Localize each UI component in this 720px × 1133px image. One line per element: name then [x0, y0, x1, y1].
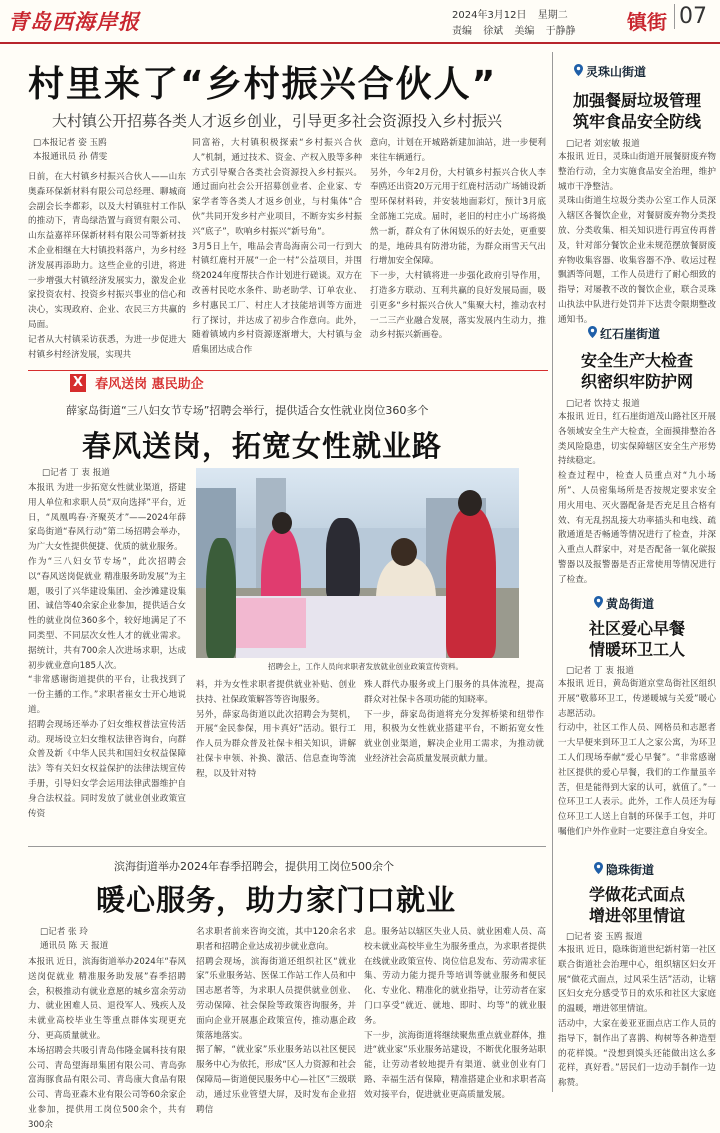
sidebar-body-2: 本报讯 近日，红石崖街道茂山路社区开展各领域安全生产大检查，全面摸排整治各类风险隐患，切实保障辖区安全生产形势持续稳定。 检查过程中，检查人员重点对“九小场所”、人员密集场所是否按规定要求安全用火用电、灭火器配备是否充足且合格有效、有无乱拐乱接大功率插头和电线、疏散通道是否畅通等情况进行了检查，并深入重点人群家中，对是否配备一氧化碳报警器以及报警器是否正常使用等情况进行了检查。 [558, 412, 716, 585]
lead-byline [33, 136, 183, 166]
lead-column-2: 同富裕，大村镇积极探索“乡村振兴合伙人”机制，通过技术、资金、产权入股等多种方式引导聚合各类社会资源投入乡村振兴。通过面向社会公开招募创业者、企业家、专家学者等各类人才返乡创业，与村集体“合伙”共同开发乡村产业项目，不断夯实乡村振兴“底子”，吹响乡村振兴“新号角”。 3月5日上午，唯品会青岛海南公司一行到大村镇红鹿村开展“一企一村”公益项目，并围绕2024年度帮扶合作计划进行磋谈。双方在改善村民吃水条件、助老助学、订单农业、乡村惠民工厂、村庄人才技能培训等方面进行了探讨，并达成了初步合作意向。此外，随着镇域内乡村资源逐渐增大，大村镇与金盾集团达成合作 [192, 138, 362, 356]
sidebar-location-4: 隐珠街道 [606, 863, 655, 877]
sidebar-headline-4a: 学做花式面点 [588, 885, 685, 904]
section-banner [70, 372, 204, 394]
sidebar-location-1: 灵珠山街道 [586, 65, 647, 79]
sidebar-byline-2: □记者 饮持丈 报道 [566, 399, 640, 409]
sidebar-headline-1b: 筑牢食品安全防线 [572, 112, 701, 131]
lead-subhead: 大村镇公开招募各类人才返乡创业，引导更多社会资源投入乡村振兴 [52, 112, 503, 130]
sidebar-headline-4b: 增进邻里情谊 [588, 906, 685, 925]
banner-text: 春风送岗 惠民助企 [95, 377, 204, 392]
binhai-column-2: 名求职者前来咨询交流，其中120余名求职者和招聘企业达成初步就业意向。 招聘会现场，滨海街道还组织社区“就业家”乐业服务站、医保工作站工作人员和中国志愿者等，为求职人员提供就业创业、劳动保障、社会保险等政策咨询服务，并面向企业开展惠企政策宣传，推动惠企政策落地落实。 据了解，“就业家”乐业服务站以社区便民服务中心为依托，形成“区人力资源和社会保障局—街道便民服务中心—社区”三级联动，通过乐业管望大屏，及时发布企业招聘信 [196, 927, 356, 1115]
issue-date: 2024年3月12日 [452, 10, 527, 21]
binhai-kicker: 滨海街道举办2024年春季招聘会，提供用工岗位500余个 [114, 860, 394, 873]
spring-column-1: 本报讯 为进一步拓宽女性就业渠道，搭建用人单位和求职人员“双向选择”平台，近日，“凤凰鸣春·齐聚英才”——2024年薛家岛街道“春风行动”第二场招聘会举办，为广大女性提供便捷、优质的就业服务。 作为“三八妇女节专场”，此次招聘会以“春风送岗促就业 精准服务助发展”为主题，吸引了兴华建设集团、金沙滩建设集团、诚信等40余家企业参加，提供适合女性的就业岗位360多个，较好地满足了不同类型、不同层次女性人才的就业需求。据统计，共有700余人次进场求职，达成初步就业意向185人次。 “非常感谢街道提供的平台，让我找到了一份主播的工作。”求职者崔女士开心地说道。 招聘会现场还举办了妇女维权普法宣传活动。现场设立妇女维权法律咨询台，向群众普及新《中华人民共和国妇女权益保障法》等有关妇女权益保护的法律法规宣传手册，引导妇女学会运用法律武器维护自身合法权益。同时发放了就业创业政策宣传资 [28, 483, 186, 819]
binhai-byline-correspondent: 通讯员 陈 天 报道 [40, 941, 109, 951]
designer-label: 美编 [514, 26, 535, 37]
location-pin-icon [574, 64, 583, 76]
sidebar-headline-3b: 情暖环卫工人 [588, 640, 685, 659]
sidebar-body-1: 本报讯 近日，灵珠山街道开展餐厨废弃物整治行动，全力实施食品安全治理，维护城市干净整洁。 灵珠山街道生垃圾分类办公室工作人员深入辖区各餐饮企业，对餐厨废弃物分类投放、分类收集、相关知识进行再宣传再普及，针对部分餐饮企业未规范摆放餐厨废弃物收集容器、收集容器不净、收运过程飘洒等问题，工作人员进行了耐心细致的指导；对屡教不改的餐饮企业，联合灵珠山执法中队进行处罚并下达责令限期整改通知书。 [558, 152, 716, 325]
designer-name: 于静静 [545, 26, 576, 37]
editor-label: 责编 [452, 26, 472, 37]
sidebar-body-4: 本报讯 近日，隐珠街道世纪新村第一社区联合街道社会治理中心，组织辖区妇女开展“做花式面点，过风采生活”活动，让辖区妇女充分感受节日的欢乐和社区大家庭的温暖，增进邻里情谊。 活动中，大家在姜亚亚面点店工作人员的指导下，制作出了喜鹊、枸树等各种造型的花样馍。“没想到馍头还能做出这么多花样，真好看。”居民们一边动手制作一边称赞。 [558, 945, 716, 1089]
sidebar-headline-1a: 加强餐厨垃圾管理 [572, 91, 701, 110]
location-pin-icon [594, 596, 603, 608]
sidebar-headline-2a: 安全生产大检查 [580, 351, 693, 370]
editor-name: 徐斌 [483, 26, 504, 37]
masthead [0, 0, 720, 44]
binhai-column-3: 息。服务站以辖区失业人员、就业困难人员、高校未就业高校毕业生为服务重点，为求职者提供在线就业政策宣传、岗位信息发布、劳动需求征集、劳动力能力提升等培训等就业服务和便民化、专业化、精准化的就业指导，让劳动者在家门口享受“就近、就地、即时、均等”的就业服务。 下一步，滨海街道将继续聚焦重点就业群体，推进“就业家”乐业服务站建设，不断优化服务站职能，让劳动者较地提升有渠道、就业创业有门路、幸福生活有保障，精准搭建企业和求职者高效对接平台，促进就业更高质量发展。 [364, 927, 546, 1100]
photo-caption: 招聘会上，工作人员向求职者发放就业创业政策宣传资料。 [268, 662, 463, 671]
sidebar-byline-4: □记者 姿 玉鸥 报道 [566, 932, 643, 942]
sidebar-byline-3: □记者 丁 衷 报道 [566, 666, 634, 676]
binhai-byline-reporter: □记者 张 玲 [40, 927, 88, 937]
sidebar-location-3: 黄岛街道 [606, 597, 655, 611]
section-tag: 镇街 [627, 10, 667, 34]
sidebar-headline-3a: 社区爱心早餐 [588, 619, 685, 638]
location-pin-icon [594, 862, 603, 874]
sidebar-location-2: 红石崖街道 [600, 327, 661, 341]
spring-headline: 春风送岗，拓宽女性就业路 [82, 429, 443, 463]
lead-byline-correspondent: 本报通讯员 孙 倩雯 [33, 152, 108, 162]
column-divider [552, 52, 553, 1092]
section-divider-red [28, 370, 548, 371]
issue-weekday: 星期二 [537, 10, 568, 21]
lead-column-3: 意向，计划在开城路新建加油站，进一步便利来往车辆通行。 另外，今年2月份，大村镇乡村振兴合伙人李奉鸥还出资20万元用于红鹿村活动广场铺设新型环保材料砖，并安装地面彩灯，预计3月底全部施工完成。届时，老旧的村庄小广场将焕然一新，群众有了休闲娱乐的好去处，更重要的是，地砖具有防滑功能，为群众雨雪天气出行增加安全保障。 下一步，大村镇将进一步强化政府引导作用，打造多方联动、互利共赢的良好发展局面，吸引更多“乡村振兴合伙人”集聚大村，推动农村一二三产业融合发展，落实发展内生动力，推动乡村振兴新画卷。 [370, 138, 546, 341]
spring-column-3: 殊人群代办服务或上门服务的具体流程，提高群众对社保卡各项功能的知晓率。 下一步，薛家岛街道将充分发挥桥梁和纽带作用，积极为女性就业搭建平台，不断拓宽女性就业创业渠道，解决企业用工需求，为推动就业经济社会高质量发展贡献力量。 [364, 680, 544, 764]
spring-byline: □记者 丁 衷 报道 [42, 468, 110, 478]
spring-column-2: 料，并为女性求职者提供就业补贴、创业扶持、社保政策解答等咨询服务。 另外，薛家岛街道以此次招聘会为契机，开展“金民参保，用卡真好”活动。银行工作人员为群众普及社保卡相关知识，讲解社保卡申领、补换、激活、信息查询等流程，以及针对特 [196, 680, 356, 779]
lead-byline-reporter: □本报记者 姿 玉鸥 [33, 138, 107, 148]
section-divider [28, 846, 546, 847]
paper-name: 青岛西海岸报 [8, 9, 140, 34]
spring-kicker: 薛家岛街道“三八妇女节专场”招聘会举行，提供适合女性就业岗位360多个 [66, 404, 429, 417]
binhai-byline [40, 925, 180, 955]
binhai-headline: 暖心服务，助力家门口就业 [96, 883, 457, 917]
lead-headline: 村里来了“乡村振兴合伙人” [28, 64, 498, 105]
sidebar-headline-2b: 织密织牢防护网 [580, 372, 693, 391]
issue-staff-line [452, 22, 584, 37]
page-number: 07 [674, 4, 707, 29]
binhai-column-1: 本报讯 近日，滨海街道举办2024年“春风送岗促就业 精准服务助发展”春季招聘会，积极推动有就业意愿的城乡富余劳动力、就业困难人员、退役军人、残疾人及未就业高校毕业生等重点群体实现更充分、更高质量就业。 本场招聘会共吸引青岛伟隆金属科技有限公司、青岛望海昂集团有限公司、青岛弥富海豚食品有限公司、青岛康大食品有限公司、青岛亚森木业有限公司等60余家企业参加，提供用工岗位500余个，共有300余 [28, 957, 186, 1130]
issue-date-line [452, 6, 576, 21]
sidebar-byline-1: □记者 刘宏敏 报道 [566, 139, 640, 149]
job-fair-photo [196, 468, 519, 658]
location-pin-icon [588, 326, 597, 338]
sidebar-body-3: 本报讯 近日，黄岛街道京堂岛街社区组织开展“敬慕环卫工，传递暖城与关爱”暖心志愿活动。 行动中，社区工作人员、网格员和志愿者一大早便来到环卫工人之家公寓，为环卫工人们现场奉献“爱心早餐”。“非常感谢社区提供的爱心早餐，我们的工作量虽辛苦，但是能得到大家的认可，就值了。”一位环卫工人表示。此外，工作人员还为每位环卫工人送上自制的环保手工包，并叮嘱他们户外作业时一定要注意自身安全。 [558, 679, 716, 837]
lead-column-1: 日前，在大村镇乡村振兴合伙人——山东奥森环保新材料有限公司总经理、聊城商会副会长李都彩，以及大村镇驻村工作队的推动下，青岛绿浩置与商贸有限公司、山东益嘉祥环保新材料有限公司等新材技术企业相继在大村镇投料落户，为乡村经济发展再添助力。这些企业的引进，将进一步增强大村镇经济发展实力，激发企业家投资农村、投资乡村振兴事业的信心和决心，实现政府、企业、农民三方共赢的局面。 记者从大村镇采访获悉，为进一步促进大村镇乡村经济发展，实现共 [28, 172, 186, 360]
banner-x-icon: X [70, 374, 86, 392]
